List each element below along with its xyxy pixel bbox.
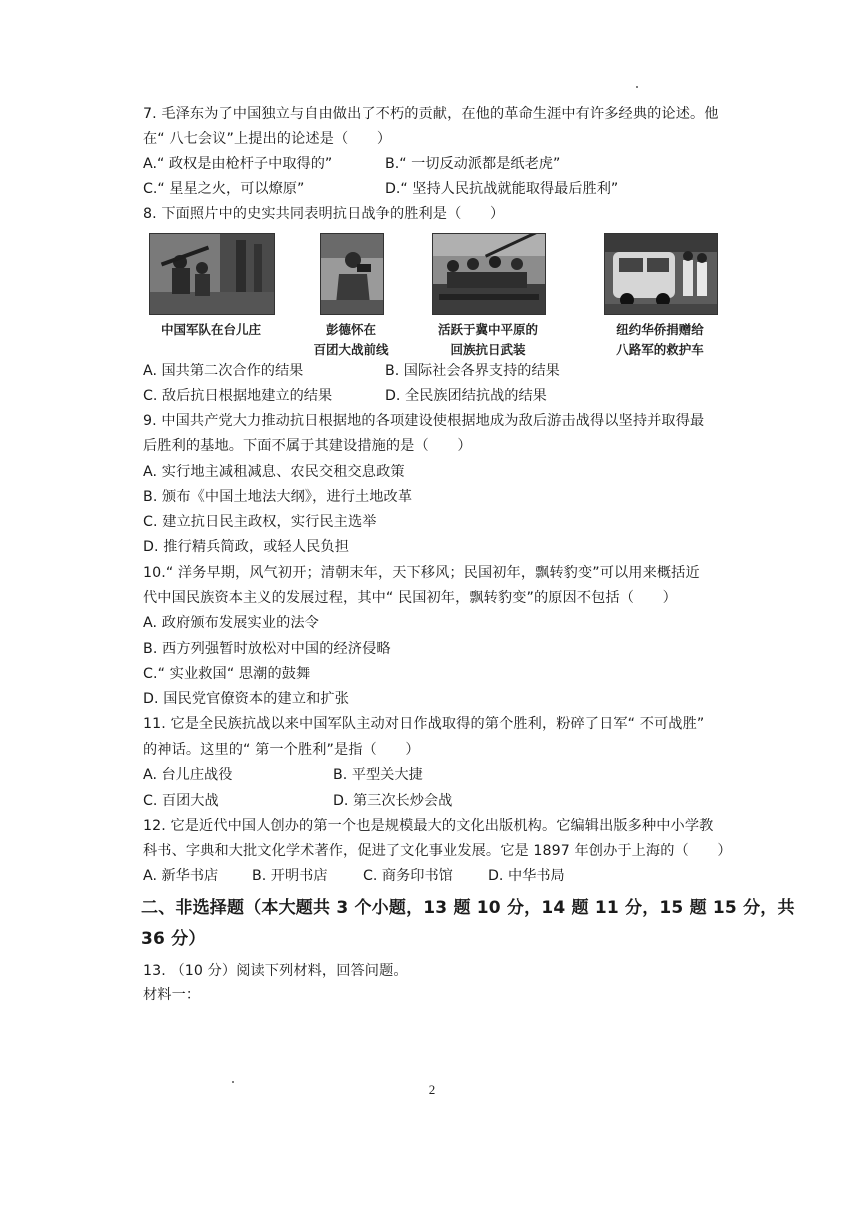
q8-option-b: B. 国际社会各界支持的结果 — [385, 363, 560, 379]
q10-stem-line2: 代中国民族资本主义的发展过程，其中“ 民国初年，飘转豹变”的原因不包括（ ） — [143, 590, 677, 606]
q8-option-a: A. 国共第二次合作的结果 — [143, 363, 304, 379]
q9-option-d: D. 推行精兵简政，或轻人民负担 — [143, 539, 349, 555]
q10-option-c: C.“ 实业救国“ 思潮的鼓舞 — [143, 666, 311, 682]
section-heading-line2: 36 分） — [141, 929, 206, 949]
q11-option-b: B. 平型关大捷 — [333, 767, 423, 783]
q7-stem-line1: 7. 毛泽东为了中国独立与自由做出了不朽的贡献，在他的革命生涯中有许多经典的论述。他 — [143, 106, 719, 122]
q7-stem-line2: 在“ 八七会议”上提出的论述是（ ） — [143, 131, 392, 147]
q9-option-b: B. 颁布《中国土地法大纲》，进行土地改革 — [143, 489, 413, 505]
historical-photos — [143, 228, 721, 356]
q10-stem-line1: 10.“ 洋务早期，风气初开；清朝末年，天下移风；民国初年，飘转豹变”可以用来概括近 — [143, 565, 700, 581]
photo-peng-dehuai-image — [320, 233, 384, 315]
q10-option-d: D. 国民党官僚资本的建立和扩张 — [143, 691, 349, 707]
photo-taierzhuang-image — [149, 233, 275, 315]
q9-stem-line2: 后胜利的基地。下面不属于其建设措施的是（ ） — [143, 438, 472, 454]
photo-hui-resistance-image — [432, 233, 546, 315]
q10-option-b: B. 西方列强暂时放松对中国的经济侵略 — [143, 641, 391, 657]
photo-hui-resistance-caption-line1: 活跃于冀中平原的 — [437, 322, 538, 337]
q11-option-c: C. 百团大战 — [143, 793, 219, 809]
q12-option-d: D. 中华书局 — [488, 868, 565, 884]
photo-ambulance-caption-line2: 八路军的救护车 — [616, 342, 704, 357]
q9-option-a: A. 实行地主减租减息、农民交租交息政策 — [143, 464, 405, 480]
q13-material-label: 材料一： — [143, 987, 201, 1003]
q11-option-a: A. 台儿庄战役 — [143, 767, 233, 783]
q10-option-a: A. 政府颁布发展实业的法令 — [143, 615, 319, 631]
q12-stem-line2: 科书、字典和大批文化学术著作，促进了文化事业发展。它是 1897 年创办于上海的（ ） — [143, 843, 732, 859]
q13-stem-line1: 13. （10 分）阅读下列材料，回答问题。 — [143, 963, 408, 979]
q7-option-b: B.“ 一切反动派都是纸老虎” — [385, 156, 561, 172]
photo-ambulance-caption-line1: 纽约华侨捐赠给 — [616, 322, 704, 337]
q11-stem-line2: 的神话。这里的“ 第一个胜利”是指（ ） — [143, 742, 420, 758]
scan-speck — [232, 1081, 234, 1083]
q12-option-a: A. 新华书店 — [143, 868, 219, 884]
q9-option-c: C. 建立抗日民主政权，实行民主选举 — [143, 514, 377, 530]
q7-option-c: C.“ 星星之火，可以燎原” — [143, 181, 305, 197]
photo-taierzhuang-caption: 中国军队在台儿庄 — [160, 322, 261, 337]
q8-option-d: D. 全民族团结抗战的结果 — [385, 388, 547, 404]
q12-option-c: C. 商务印书馆 — [363, 868, 453, 884]
scan-speck — [636, 86, 638, 88]
q11-option-d: D. 第三次长炒会战 — [333, 793, 453, 809]
q12-stem-line1: 12. 它是近代中国人创办的第一个也是规模最大的文化出版机构。它编辑出版多种中小学教 — [143, 818, 714, 834]
q8-option-c: C. 敌后抗日根据地建立的结果 — [143, 388, 333, 404]
q7-option-a: A.“ 政权是由枪杆子中取得的” — [143, 156, 333, 172]
page-number: 2 — [428, 1082, 436, 1097]
photo-peng-dehuai-caption-line2: 百团大战前线 — [313, 342, 389, 357]
q9-stem-line1: 9. 中国共产党大力推动抗日根据地的各项建设使根据地成为敌后游击战得以坚持并取得最 — [143, 413, 705, 429]
section-heading-line1: 二、非选择题（本大题共 3 个小题，13 题 10 分，14 题 11 分，15 题 15 分，共 — [141, 898, 795, 918]
q8-stem-line1: 8. 下面照片中的史实共同表明抗日战争的胜利是（ ） — [143, 206, 505, 222]
photo-peng-dehuai-caption-line1: 彭德怀在 — [325, 322, 376, 337]
q7-option-d: D.“ 坚持人民抗战就能取得最后胜利” — [385, 181, 619, 197]
photo-ambulance-image — [604, 233, 718, 315]
photo-hui-resistance-caption-line2: 回族抗日武装 — [450, 342, 526, 357]
q11-stem-line1: 11. 它是全民族抗战以来中国军队主动对日作战取得的第个胜利，粉碎了日军“ 不可战胜” — [143, 716, 705, 732]
q12-option-b: B. 开明书店 — [252, 868, 328, 884]
